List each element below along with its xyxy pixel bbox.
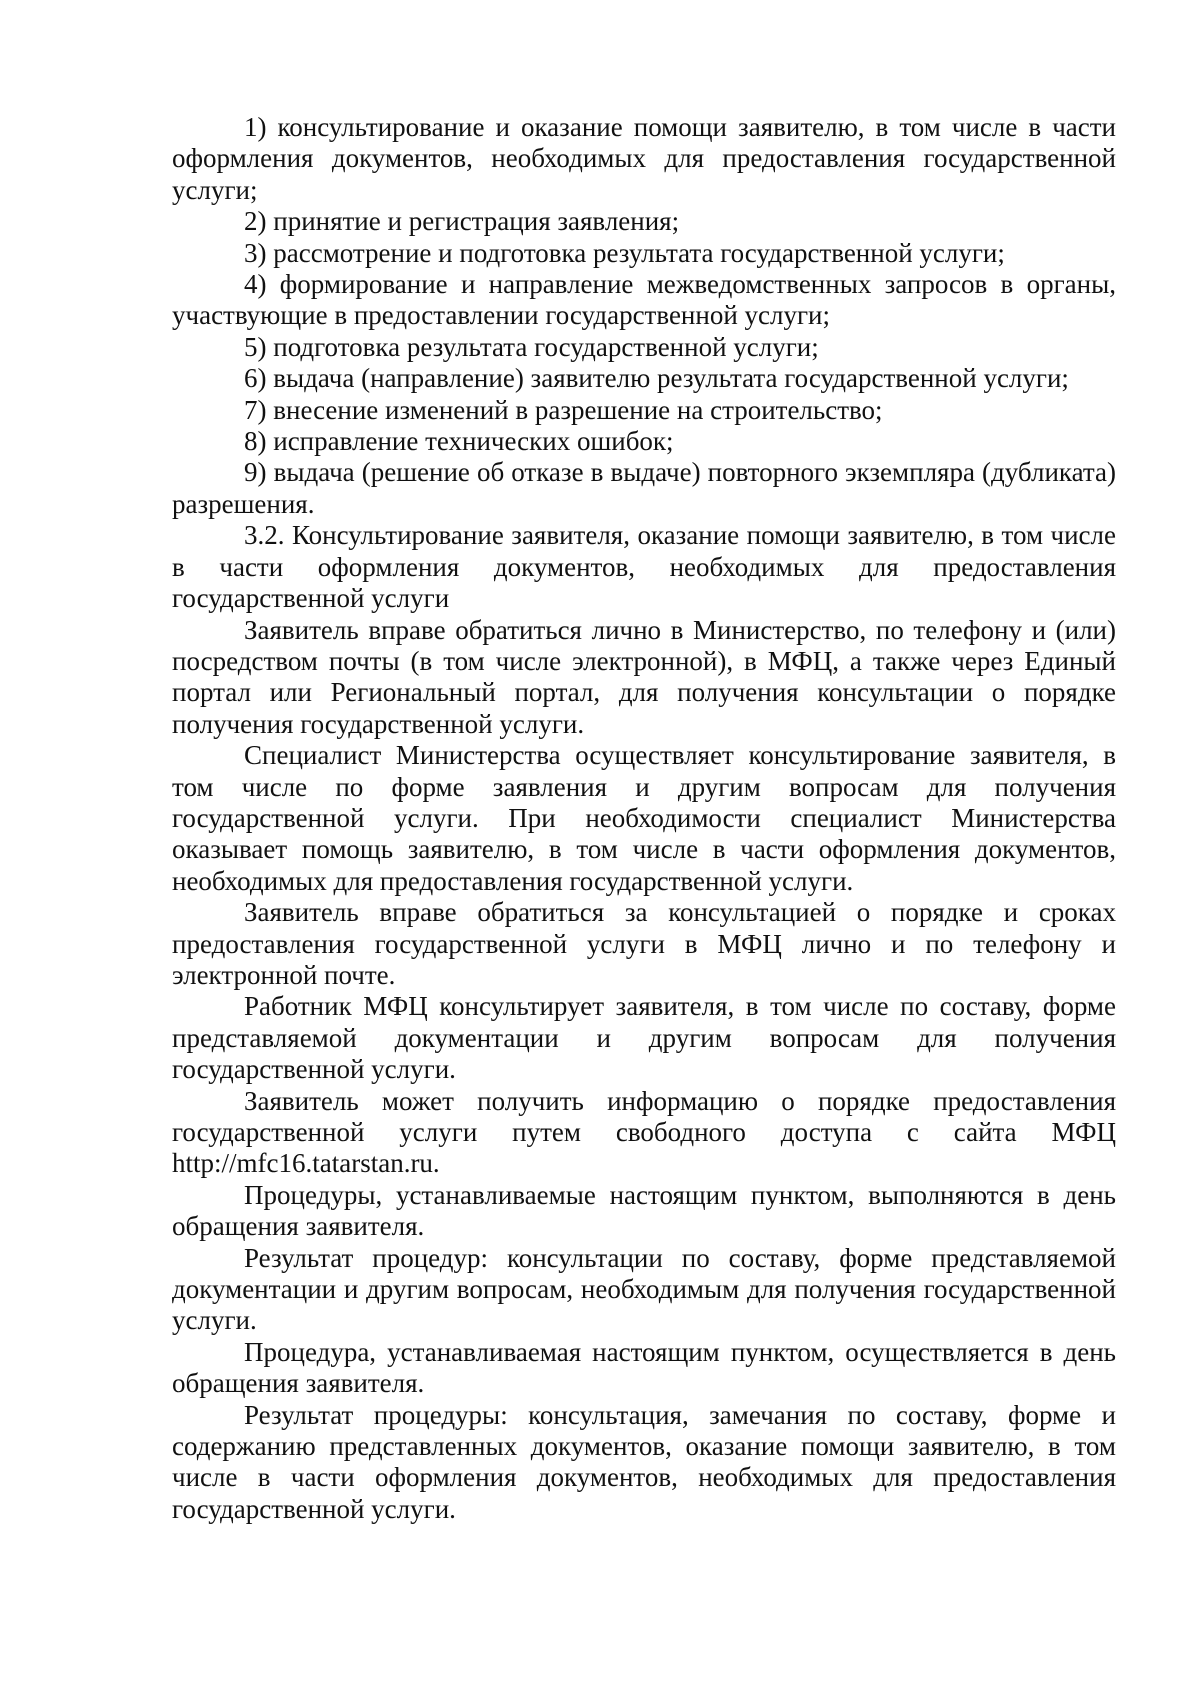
body-paragraph: Специалист Министерства осуществляет консультирование заявителя, в том числе по форме заявления и другим вопросам для получения государственной услуги. При необходимости специалист Министерства оказывает помощь заявителю, в том числе в части оформления документов, необходимых для предоставления государственной услуги. <box>172 740 1116 896</box>
body-paragraph: Заявитель может получить информацию о порядке предоставления государственной услуги путем свободного доступа с сайта МФЦ http://mfc16.tatarstan.ru. <box>172 1085 1116 1179</box>
list-item-4: 4) формирование и направление межведомственных запросов в органы, участвующие в предоставлении государственной услуги; <box>172 269 1116 331</box>
body-paragraph: Процедура, устанавливаемая настоящим пунктом, осуществляется в день обращения заявителя. <box>172 1336 1116 1399</box>
list-item-2: 2) принятие и регистрация заявления; <box>244 206 680 237</box>
list-item-3: 3) рассмотрение и подготовка результата государственной услуги; <box>244 237 1005 268</box>
list-item-9: 9) выдача (решение об отказе в выдаче) повторного экземпляра (дубликата) разрешения. <box>172 457 1116 519</box>
list-item-6: 6) выдача (направление) заявителю результата государственной услуги; <box>244 363 1069 394</box>
body-paragraph: Заявитель вправе обратиться лично в Министерство, по телефону и (или) посредством почты (в том числе электронной), в МФЦ, а также через Единый портал или Региональный портал, для получения консультации о порядке получения государственной услуги. <box>172 614 1116 739</box>
section-heading-3-2: 3.2. Консультирование заявителя, оказание помощи заявителю, в том числе в части оформления документов, необходимых для предоставления государственной услуги <box>172 520 1116 614</box>
body-paragraph: Результат процедур: консультации по составу, форме представляемой документации и другим вопросам, необходимым для получения государственной услуги. <box>172 1242 1116 1336</box>
body-paragraph: Заявитель вправе обратиться за консультацией о порядке и сроках предоставления государственной услуги в МФЦ лично и по телефону и электронной почте. <box>172 897 1116 990</box>
list-item-7: 7) внесение изменений в разрешение на строительство; <box>244 394 883 425</box>
document-page <box>172 112 1116 1525</box>
list-item-8: 8) исправление технических ошибок; <box>244 426 674 457</box>
body-paragraph: Результат процедуры: консультация, замечания по составу, форме и содержанию представленных документов, оказание помощи заявителю, в том числе в части оформления документов, необходимых для предоставления государственной услуги. <box>172 1399 1116 1524</box>
list-item-5: 5) подготовка результата государственной услуги; <box>244 331 819 362</box>
body-paragraph: Процедуры, устанавливаемые настоящим пунктом, выполняются в день обращения заявителя. <box>172 1179 1116 1242</box>
list-item-1: 1) консультирование и оказание помощи заявителю, в том числе в части оформления документов, необходимых для предоставления государственной услуги; <box>172 112 1116 205</box>
body-paragraph: Работник МФЦ консультирует заявителя, в том числе по составу, форме представляемой документации и другим вопросам для получения государственной услуги. <box>172 991 1116 1085</box>
